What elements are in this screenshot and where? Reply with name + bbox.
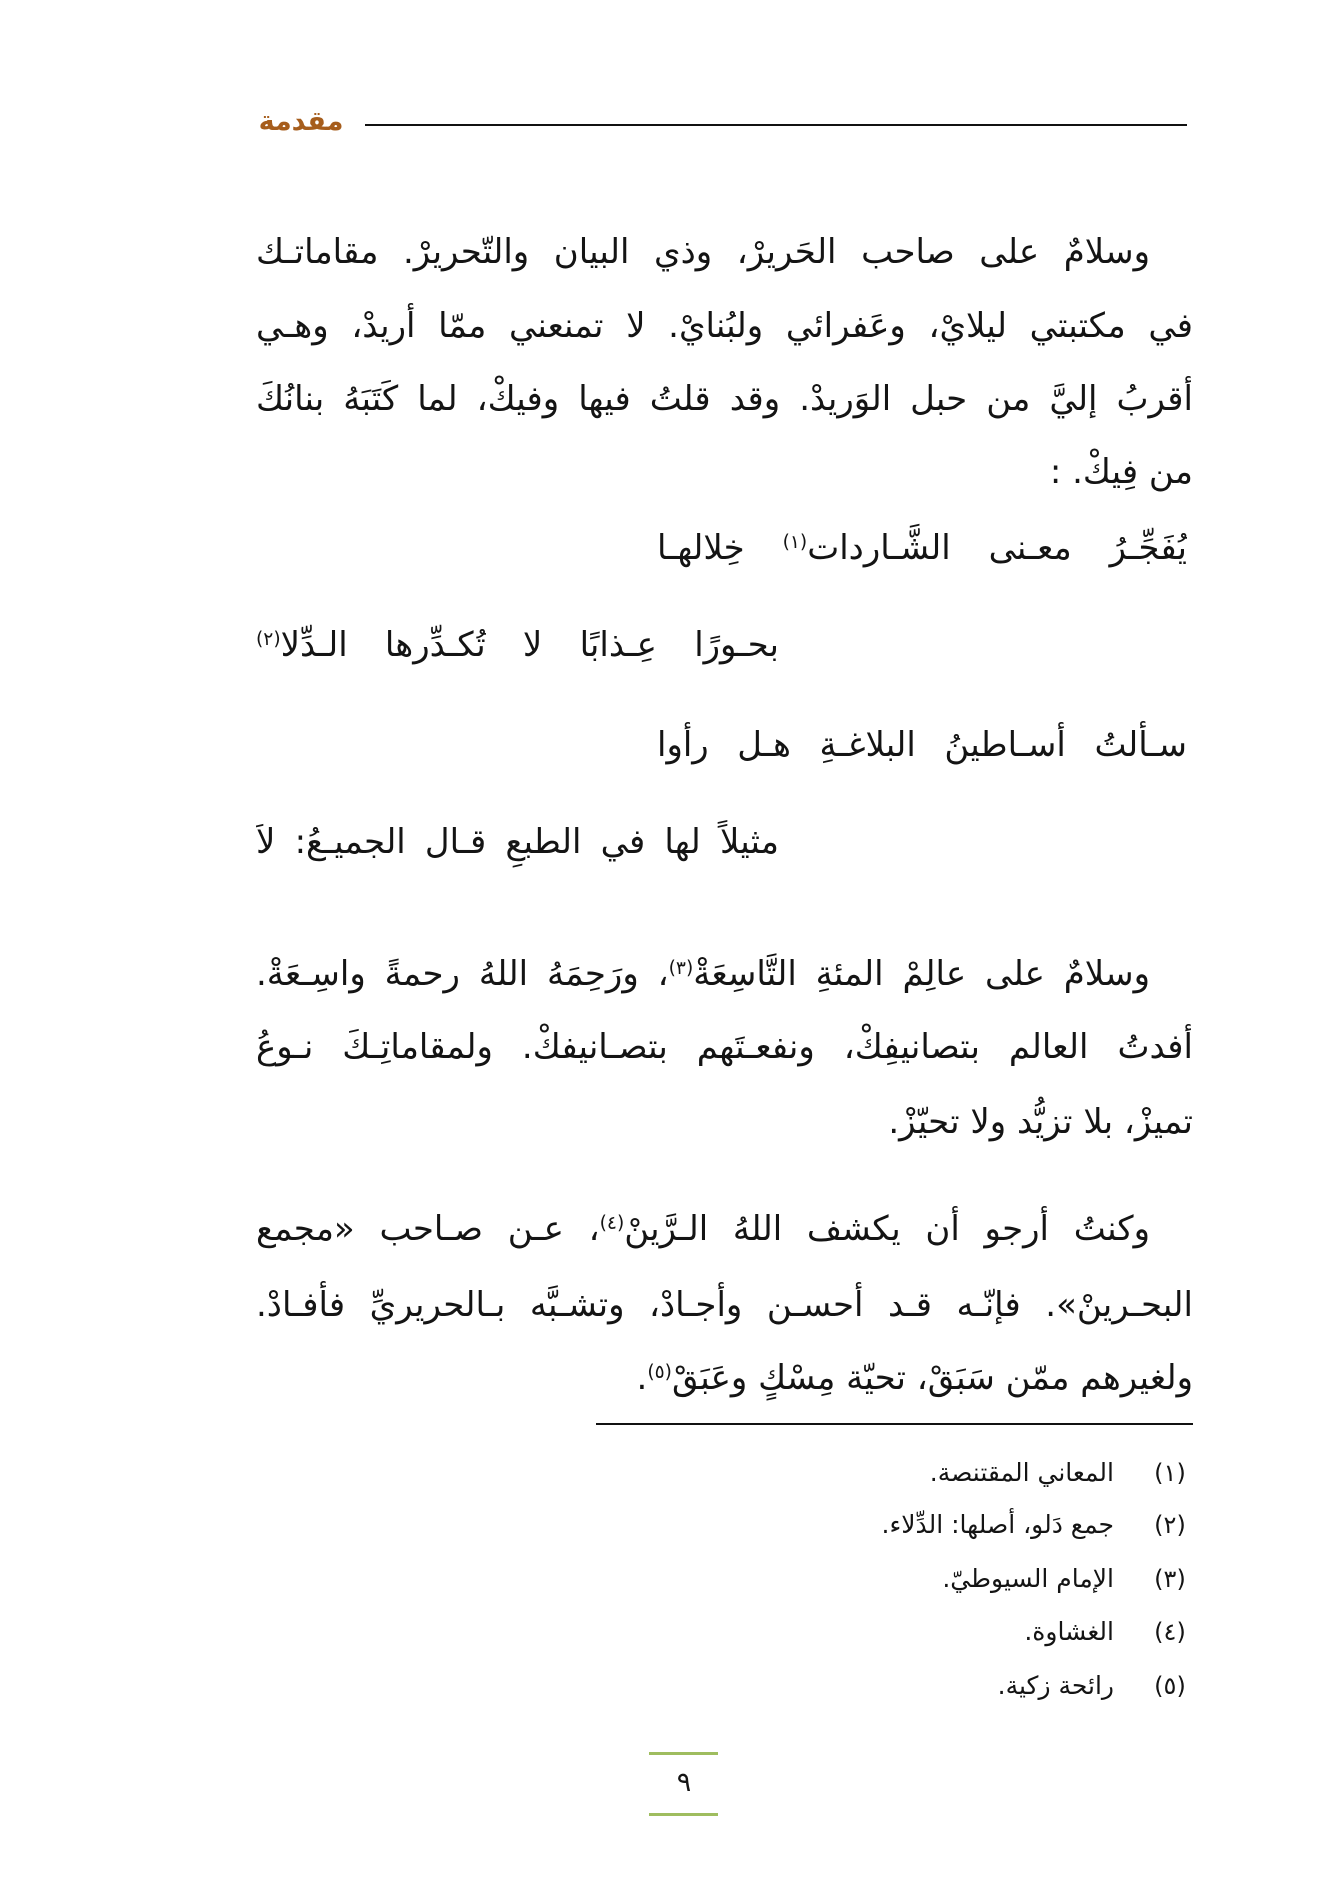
page-number: ٩ — [676, 1767, 692, 1798]
line-text: . — [636, 1358, 648, 1398]
footnote-marker: (٣) — [668, 957, 694, 979]
paragraph-line — [256, 1199, 1150, 1259]
paragraph-line: أفدتُ العالم بتصانيفِكْ، ونفعـتَهم بتصـانيفكْ. ولمقاماتِـكَ نـوعُ — [256, 1027, 1193, 1067]
paragraph-line: البحـرينْ». فإنّـه قـد أحسـن وأجـادْ، وتشـبَّه بـالحريريِّ فأفـادْ. — [256, 1285, 1193, 1325]
line-text: ولغيرهم ممّن سَبَقْ، تحيّة مِسْكٍ وعَبَقْ — [671, 1358, 1193, 1398]
hemistich-text: بحـورًا عِـذابًا لا تُكـدِّرها الـدِّلا — [280, 625, 779, 665]
line-text: وسلامٌ على عالِمْ المئةِ التَّاسِعَةْ — [693, 954, 1150, 994]
poem-hemistich: سـألتُ أسـاطينُ البلاغـةِ هـل رأوا — [657, 725, 1187, 765]
line-text: ، عـن صـاحب «مجمع — [256, 1209, 600, 1249]
footnote-number: (٣) — [1154, 1565, 1186, 1593]
hemistich-text: يُفَجِّـرُ معـنى الشَّـاردات — [807, 528, 1187, 568]
footnote-marker: (١) — [782, 531, 808, 553]
footnote-item — [596, 1503, 1193, 1547]
footnote-marker: (٥) — [647, 1361, 672, 1383]
paragraph-line: وسلامٌ على صاحب الحَريرْ، وذي البيان والتّحريرْ. مقاماتـك — [256, 232, 1150, 272]
line-text: ، ورَحِمَهُ اللهُ رحمةً واسِـعَةْ. — [256, 954, 669, 994]
footnote-item — [596, 1610, 1193, 1654]
footnote-number: (١) — [1154, 1459, 1186, 1487]
running-header-title: مقدمة — [258, 106, 344, 137]
hemistich-text: خِلالهـا — [657, 528, 783, 568]
footnote-number: (٤) — [1154, 1618, 1186, 1646]
paragraph-line: في مكتبتي ليلايْ، وعَفرائي ولبُنايْ. لا تمنعني ممّا أريدْ، وهـي — [256, 306, 1193, 346]
footnote-item — [596, 1664, 1193, 1708]
paragraph-line: تميزْ، بلا تزيُّد ولا تحيّزْ. — [888, 1102, 1193, 1142]
poem-hemistich: مثيلاً لها في الطبعِ قـال الجميـعُ: لاَ — [256, 822, 779, 862]
footnote-marker: (٤) — [599, 1212, 625, 1234]
poem-hemistich — [657, 518, 1187, 578]
paragraph-line: من فِيكْ. : — [1049, 452, 1193, 492]
footnote-text: المعاني المقتنصة. — [929, 1458, 1114, 1487]
footnote-number: (٢) — [1154, 1511, 1186, 1539]
footnote-text: جمع دَلو، أصلها: الدِّلاء. — [881, 1510, 1114, 1539]
footnote-text: الغشاوة. — [1024, 1617, 1114, 1646]
footnote-item — [596, 1557, 1193, 1601]
footnote-marker: (٢) — [256, 628, 281, 650]
page-number-rule-bottom — [649, 1813, 718, 1816]
footnote-text: رائحة زكية. — [997, 1671, 1114, 1700]
paragraph-line — [256, 1348, 1193, 1408]
footnote-text: الإمام السيوطيّ. — [942, 1564, 1114, 1593]
page-number-rule-top — [649, 1752, 718, 1755]
paragraph-line — [256, 944, 1150, 1004]
line-text: وكنتُ أرجو أن يكشف اللهُ الـرَّينْ — [624, 1209, 1150, 1249]
footnote-number: (٥) — [1154, 1672, 1186, 1700]
footnote-separator — [596, 1423, 1193, 1425]
paragraph-line: أقربُ إليَّ من حبل الوَريدْ. وقد قلتُ فيها وفيكْ، لما كَتَبَهُ بنانُكَ — [256, 379, 1193, 419]
poem-hemistich — [256, 615, 779, 675]
footnote-item — [596, 1451, 1193, 1495]
header-rule — [365, 124, 1187, 126]
